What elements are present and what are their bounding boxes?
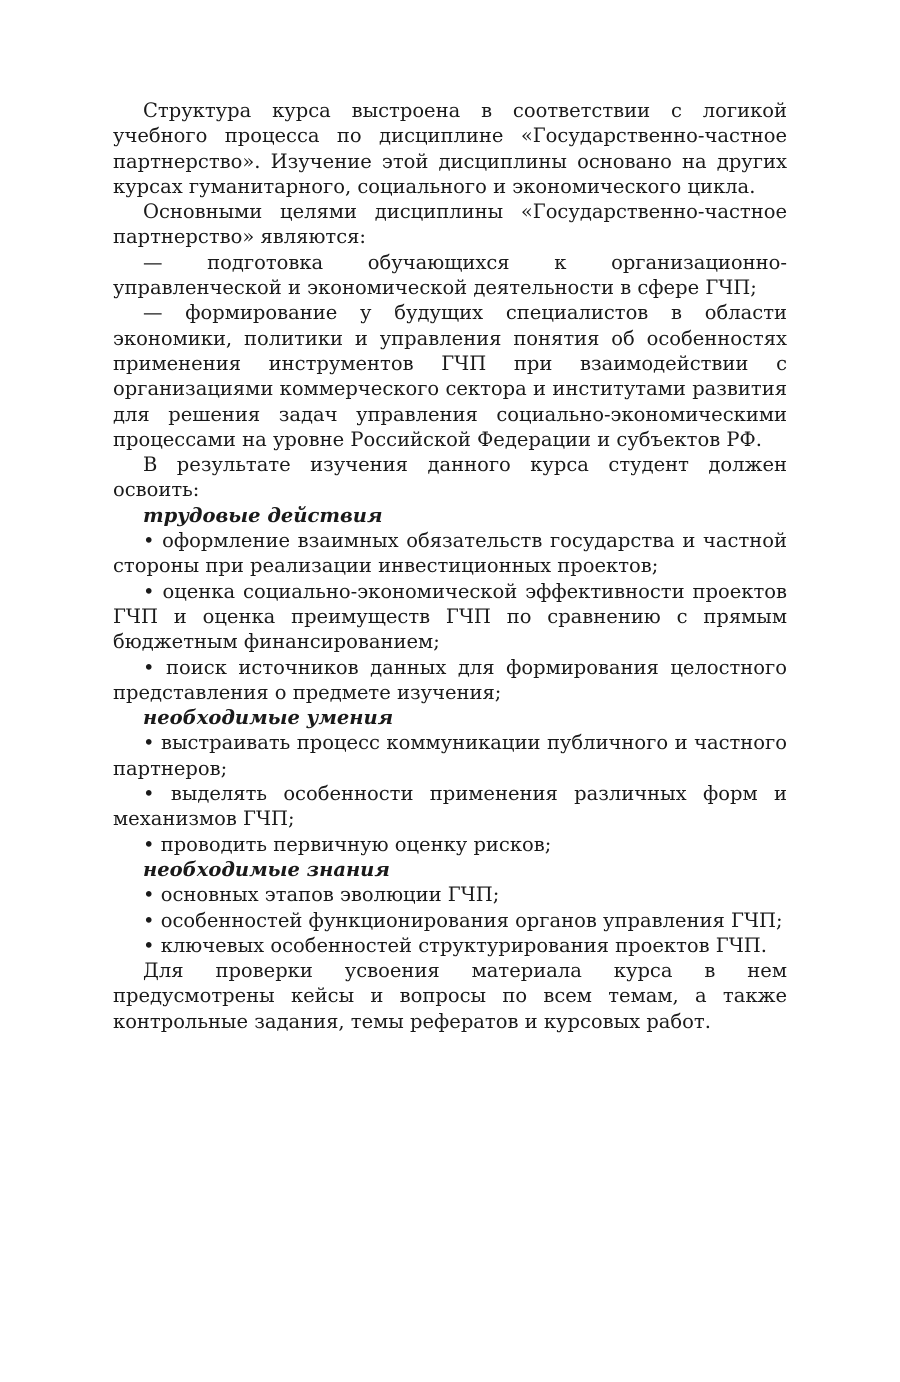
heading-required-knowledge: необходимые знания — [143, 857, 390, 881]
paragraph-goal-1: — подготовка обучающихся к организационно-управленческой и экономической деятельности в сфере ГЧП; — [113, 250, 787, 300]
list-item-action-1: • оформление взаимных обязательств государства и частной стороны при реализации инвестиционных проектов; — [113, 529, 787, 578]
list-item-knowledge-2: • особенностей функционирования органов управления ГЧП; — [143, 908, 783, 932]
document-page — [113, 98, 787, 1034]
heading-labor-actions: трудовые действия — [143, 503, 383, 527]
paragraph-course-structure: Структура курса выстроена в соответствии с логикой учебного процесса по дисциплине «Государственно-частное партнерство». Изучение этой дисциплины основано на других курсах гуманитарного, социального и экономического цикла. — [113, 99, 787, 198]
list-item-knowledge-1: • основных этапов эволюции ГЧП; — [143, 883, 500, 907]
list-item-knowledge-3: • ключевых особенностей структурирования проектов ГЧП. — [143, 933, 767, 957]
list-item-skill-2: • выделять особенности применения различных форм и механизмов ГЧП; — [113, 782, 787, 831]
paragraph-goals-intro: Основными целями дисциплины «Государственно-частное партнерство» являются: — [113, 200, 787, 249]
list-item-skill-3: • проводить первичную оценку рисков; — [143, 832, 552, 856]
paragraph-goal-2: — формирование у будущих специалистов в области экономики, политики и управления понятия об особенностях применения инструментов ГЧП при взаимодействии с организациями коммерческого сектора и институтами развития для решения задач управления социально-экономическими процессами на уровне Российской Федерации и субъектов РФ. — [113, 301, 787, 451]
heading-required-skills: необходимые умения — [143, 706, 394, 730]
list-item-action-3: • поиск источников данных для формирования целостного представления о предмете изучения; — [113, 655, 787, 704]
paragraph-outcomes-intro: В результате изучения данного курса студент должен освоить: — [113, 453, 787, 502]
list-item-skill-1: • выстраивать процесс коммуникации публичного и частного партнеров; — [113, 731, 787, 780]
list-item-action-2: • оценка социально-экономической эффективности проектов ГЧП и оценка преимуществ ГЧП по сравнению с прямым бюджетным финансированием; — [113, 579, 787, 654]
paragraph-assessment: Для проверки усвоения материала курса в нем предусмотрены кейсы и вопросы по всем темам, а также контрольные задания, темы рефератов и курсовых работ. — [113, 959, 787, 1033]
